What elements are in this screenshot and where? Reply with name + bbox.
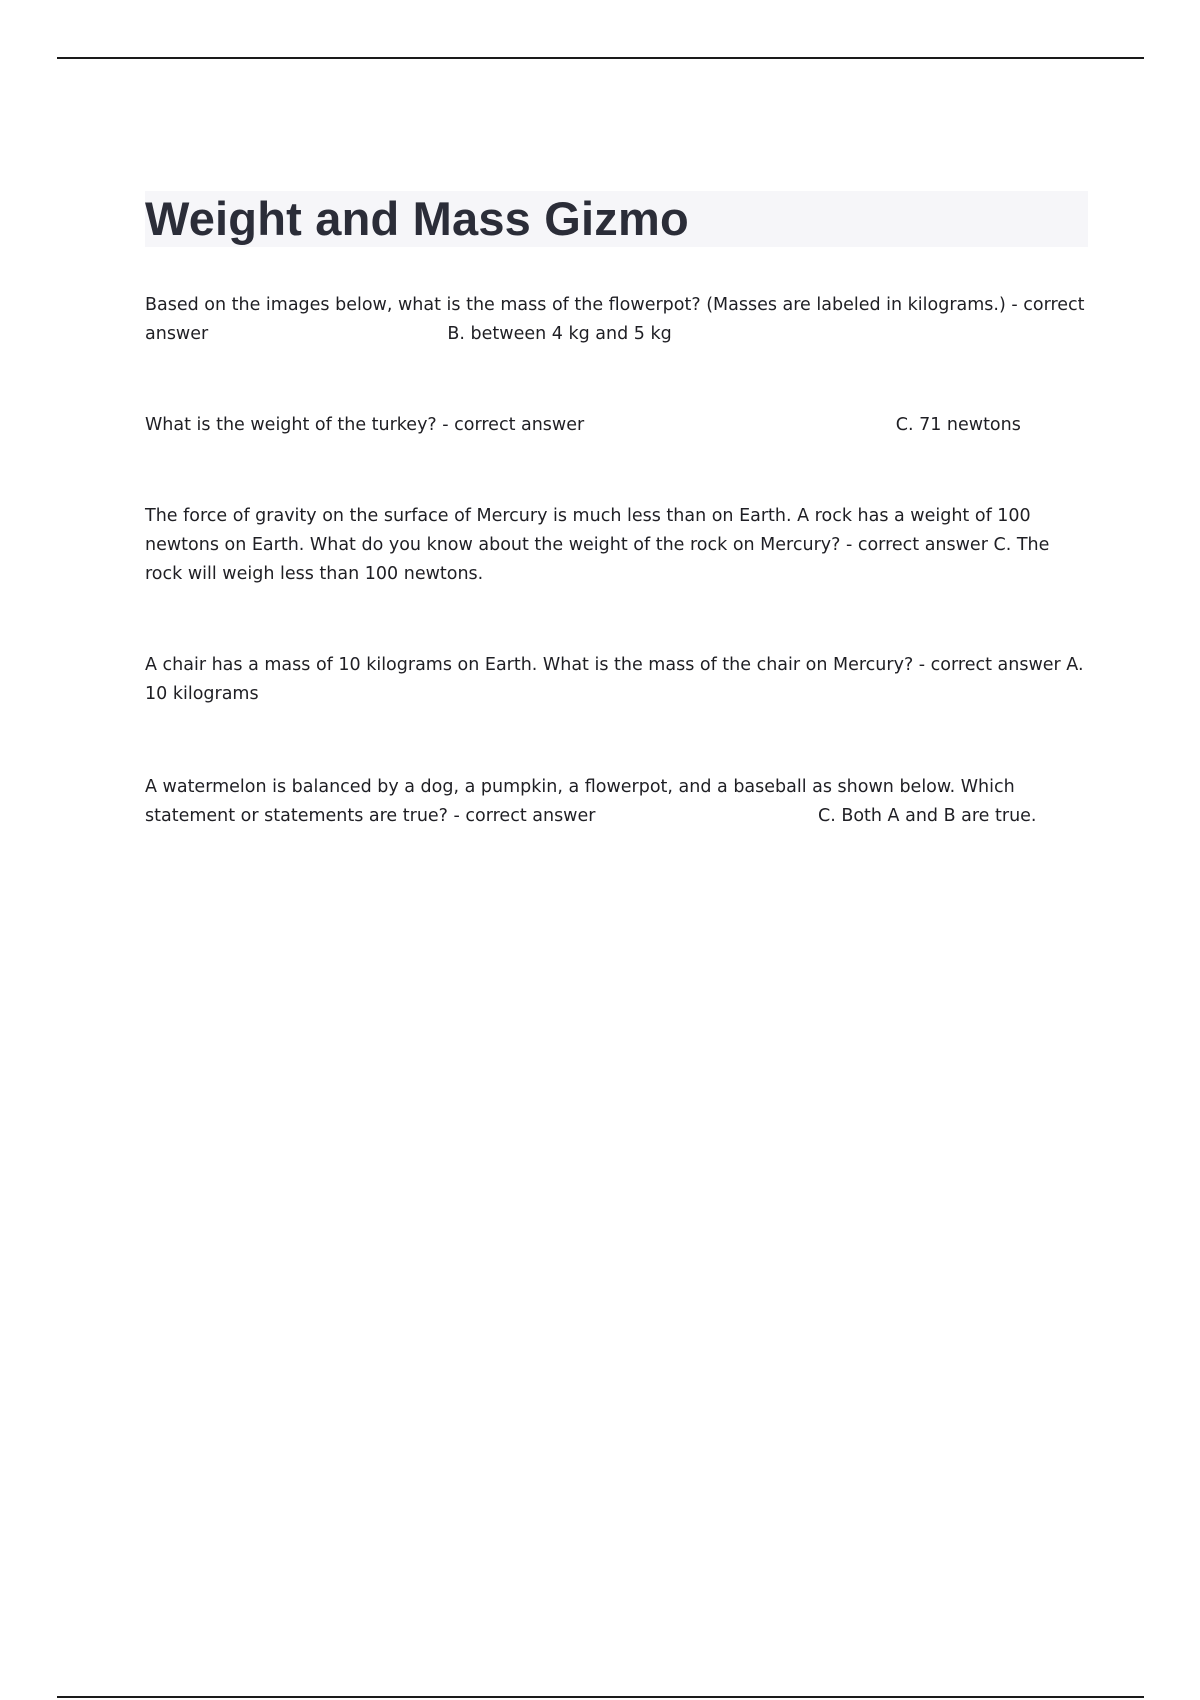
question-text: A watermelon is balanced by a dog, a pumpkin, a flowerpot, and a baseball as shown below. Which statement or statements are true? - correct answer [145,777,1015,826]
qa-item-4 [145,651,1090,709]
top-rule [57,57,1144,59]
bottom-rule [57,1696,1144,1698]
answer-text: A. 10 kilograms [145,655,1084,704]
qa-item-3 [145,502,1090,589]
question-text: A chair has a mass of 10 kilograms on Earth. What is the mass of the chair on Mercury? - correct answer [145,655,1061,675]
answer-text: B. between 4 kg and 5 kg [447,324,672,344]
question-text: What is the weight of the turkey? - correct answer [145,415,585,435]
answer-text: C. 71 newtons [895,415,1021,435]
page-title: Weight and Mass Gizmo [145,192,689,245]
qa-item-1 [145,291,1090,349]
question-text: Based on the images below, what is the mass of the flowerpot? (Masses are labeled in kilograms.) - correct answer [145,295,1085,344]
answer-text: C. The rock will weigh less than 100 newtons. [145,535,1050,584]
answer-text: C. Both A and B are true. [817,806,1037,826]
qa-item-5 [145,773,1090,831]
qa-list [145,291,1090,893]
qa-item-2 [145,411,1090,440]
question-text: The force of gravity on the surface of Mercury is much less than on Earth. A rock has a weight of 100 newtons on Earth. What do you know about the weight of the rock on Mercury? - correct answer [145,506,1031,555]
